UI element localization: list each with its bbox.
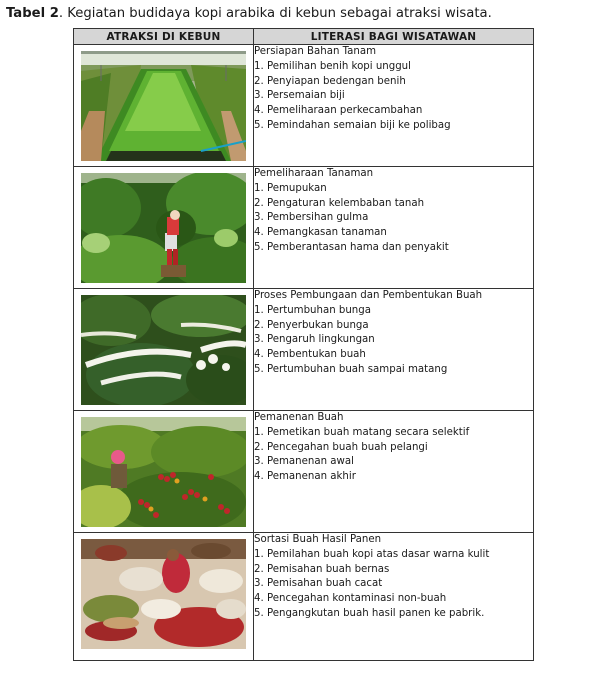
- photo-cell: [74, 45, 254, 167]
- caption-text: . Kegiatan budidaya kopi arabika di kebun sebagai atraksi wisata.: [58, 6, 492, 21]
- nursery-photo: [81, 51, 246, 161]
- table-row: [74, 533, 534, 661]
- photo-cell: [74, 411, 254, 533]
- list-item: 2. Pemisahan buah bernas: [254, 563, 390, 575]
- list-item: 1. Pemilihan benih kopi unggul: [254, 60, 411, 72]
- list-item: 5. Pertumbuhan buah sampai matang: [254, 363, 448, 375]
- literacy-cell: [254, 533, 534, 661]
- list-item: 2. Pencegahan buah buah pelangi: [254, 441, 428, 453]
- list-item: 5. Pemindahan semaian biji ke polibag: [254, 119, 451, 131]
- caption-label: Tabel 2: [6, 6, 59, 21]
- list-item: 4. Pencegahan kontaminasi non-buah: [254, 593, 447, 605]
- list-item: 5. Pengangkutan buah hasil panen ke pabrik.: [254, 607, 485, 619]
- photo-cell: [74, 167, 254, 289]
- literacy-cell: [254, 411, 534, 533]
- list-item: 3. Pemisahan buah cacat: [254, 578, 383, 590]
- table-row: [74, 411, 534, 533]
- flowering-photo: [81, 295, 246, 405]
- table-row: [74, 289, 534, 411]
- list-item: 1. Pemilahan buah kopi atas dasar warna kulit: [254, 548, 490, 560]
- list-item: 2. Penyerbukan bunga: [254, 319, 369, 331]
- list-item: 3. Pemanenan awal: [254, 456, 354, 468]
- list-item: 4. Pemangkasan tanaman: [254, 227, 387, 239]
- header-attractions: ATRAKSI DI KEBUN: [74, 29, 254, 45]
- photo-cell: [74, 533, 254, 661]
- list-item: 2. Penyiapan bedengan benih: [254, 75, 406, 87]
- photo-cell: [74, 289, 254, 411]
- table-row: [74, 167, 534, 289]
- attractions-table: [73, 28, 534, 661]
- row-title: Proses Pembungaan dan Pembentukan Buah: [254, 290, 483, 301]
- row-title: Pemanenan Buah: [254, 412, 344, 423]
- literacy-cell: [254, 45, 534, 167]
- harvest-photo: [81, 417, 246, 527]
- list-item: 2. Pengaturan kelembaban tanah: [254, 197, 425, 209]
- list-item: 3. Persemaian biji: [254, 90, 345, 102]
- list-item: 4. Pemeliharaan perkecambahan: [254, 105, 423, 117]
- sorting-photo: [81, 539, 246, 649]
- literacy-cell: [254, 167, 534, 289]
- list-item: 4. Pemanenan akhir: [254, 471, 356, 483]
- list-item: 3. Pengaruh lingkungan: [254, 334, 375, 346]
- list-item: 3. Pembersihan gulma: [254, 212, 369, 224]
- list-item: 1. Pemetikan buah matang secara selektif: [254, 426, 470, 438]
- header-literacy: LITERASI BAGI WISATAWAN: [254, 29, 534, 45]
- list-item: 4. Pembentukan buah: [254, 349, 366, 361]
- table-row: [74, 45, 534, 167]
- maintenance-photo: [81, 173, 246, 283]
- row-title: Sortasi Buah Hasil Panen: [254, 534, 382, 545]
- table-caption: [6, 6, 492, 21]
- list-item: 1. Pertumbuhan bunga: [254, 304, 371, 316]
- literacy-cell: [254, 289, 534, 411]
- list-item: 1. Pemupukan: [254, 182, 327, 194]
- row-title: Pemeliharaan Tanaman: [254, 168, 374, 179]
- row-title: Persiapan Bahan Tanam: [254, 46, 377, 57]
- list-item: 5. Pemberantasan hama dan penyakit: [254, 241, 449, 253]
